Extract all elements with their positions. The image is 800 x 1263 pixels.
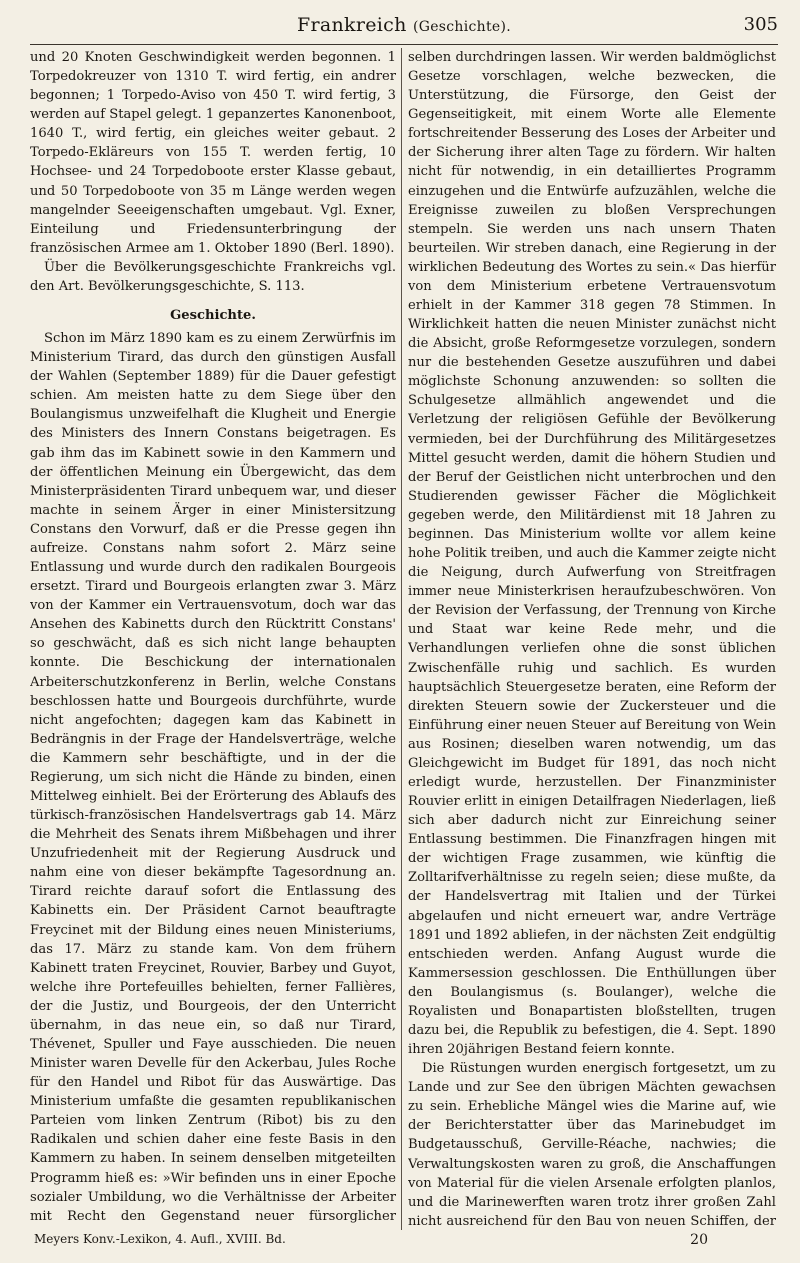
running-title-sub: (Geschichte).: [412, 19, 511, 35]
running-title: [30, 14, 778, 36]
right-column: [408, 48, 776, 1228]
paragraph: Schon im März 1890 kam es zu einem Zerwürfnis im Ministerium Tirard, das durch den günstigen Ausfall der Wahlen (September 1889) für die Dauer gefestigt schien. Am meisten hatte zu dem Siege über den Boulangismus unzweifelhaft die Klugheit und Energie des Ministers des Innern Constans beigetragen. Es gab ihm das im Kabinett sowie in den Kammern und der öffentlichen Meinung ein Übergewicht, das dem Ministerpräsidenten Tirard unbequem war, und dieser machte in seinem Ärger in einer Ministersitzung Constans den Vorwurf, daß er die Presse gegen ihn aufreize. Constans nahm sofort 2. März seine Entlassung und wurde durch den radikalen Bourgeois ersetzt. Tirard und Bourgeois erlangten zwar 3. März von der Kammer ein Vertrauensvotum, doch war das Ansehen des Kabinetts durch den Rücktritt Constans' so geschwächt, daß es sich nicht lange behaupten konnte. Die Beschickung der internationalen Arbeiterschutzkonferenz in Berlin, welche Constans beschlossen hatte und Bourgeois durchführte, wurde nicht angefochten; dagegen kam das Kabinett in Bedrängnis in der Frage der Handelsverträge, welche die Kammern sehr beschäftigte, und in der die Regierung, um sich nicht die Hände zu binden, einen Mittelweg einhielt. Bei der Erörterung des Ablaufs des türkisch-französischen Handelsvertrags gab 14. März die Mehrheit des Senats ihrem Mißbehagen und ihrer Unzufriedenheit mit der Regierung Ausdruck und nahm eine von dieser bekämpfte Tagesordnung an. Tirard reichte darauf sofort die Entlassung des Kabinetts ein. Der Präsident Carnot beauftragte Freycinet mit der Bildung eines neuen Ministeriums, das 17. März zu stande kam. Von dem frühern Kabinett traten Freycinet, Rouvier, Barbey und Guyot, welche ihre Portefeuilles behielten, ferner Fallières, der die Justiz, und Bourgeois, der den Unterricht übernahm, in das neue ein, so daß nur Tirard, Thévenet, Spuller und Faye ausschieden. Die neuen Minister waren Develle für den Ackerbau, Jules Roche für den Handel und Ribot für das Auswärtige. Das Ministerium umfaßte die gesamten republikanischen Parteien vom linken Zentrum (Ribot) bis zu den Radikalen und schien daher eine feste Basis in den Kammern zu haben. In seinem denselben mitgeteilten Programm hieß es: »Wir befinden uns in einer Epoche sozialer Umbildung, wo die Verhältnisse der Arbeiter mit Recht den Gegenstand neuer fürsorglicher: [30, 331, 396, 1224]
column-divider: [401, 48, 402, 1230]
imprint: Meyers Konv.-Lexikon, 4. Aufl., XVIII. Bd.: [34, 1232, 286, 1246]
page-header: [30, 8, 778, 42]
paragraph: Die Rüstungen wurden energisch fortgesetzt, um zu Lande und zur See den übrigen Mächten gewachsen zu sein. Erhebliche Mängel wies die Marine auf, wie der Berichterstatter über das Marinebudget im Budgetausschuß, Gerville-Réache, nachwies; die Verwaltungskosten waren zu groß, die Anschaffungen von Material für die vielen Arsenale erfolgten planlos, und die Marinewerften waren trotz ihrer großen Zahl nicht ausreichend für den Bau von neuen Schiffen, der: [408, 1061, 776, 1228]
page-footer: [30, 1232, 778, 1252]
left-column: [30, 48, 396, 1228]
paragraph: und 20 Knoten Geschwindigkeit werden begonnen. 1 Torpedokreuzer von 1310 T. wird fertig, ein andrer begonnen; 1 Torpedo-Aviso von 450 T. wird fertig, 3 werden auf Stapel gelegt. 1 gepanzertes Kanonenboot, 1640 T., wird fertig, ein gleiches weiter gebaut. 2 Torpedo-Ekläreurs von 155 T. werden fertig, 10 Hochsee- und 24 Torpedoboote erster Klasse gebaut, und 50 Torpedoboote von 35 m Länge werden wegen mangelnder Seeeigenschaften umgebaut. Vgl. Exner, Einteilung und Friedensunterbringung der französischen Armee am 1. Oktober 1890 (Berl. 1890).: [30, 50, 396, 256]
section-heading: Geschichte.: [170, 308, 256, 324]
paragraph: selben durchdringen lassen. Wir werden baldmöglichst Gesetze vorschlagen, welche bezwecken, die Unterstützung, die Fürsorge, den Geist der Gegenseitigkeit, mit einem Worte alle Elemente fortschreitender Besserung des Loses der Arbeiter und der Sicherung ihrer alten Tage zu fördern. Wir halten nicht für notwendig, in ein detailliertes Programm einzugehen und die Entwürfe aufzuzählen, welche die Ereignisse zuweilen zu bloßen Versprechungen stempeln. Sie werden uns nach unsern Thaten beurteilen. Wir streben danach, eine Regierung in der wirklichen Bedeutung des Wortes zu sein.« Das hierfür von dem Ministerium erbetene Vertrauensvotum erhielt in der Kammer 318 gegen 78 Stimmen. In Wirklichkeit hatten die neuen Minister zunächst nicht die Absicht, große Reformgesetze vorzulegen, sondern nur die bestehenden Gesetze auszuführen und dabei möglichste Schonung anzuwenden: so sollten die Schulgesetze allmählich angewendet und die Verletzung der religiösen Gefühle der Bevölkerung vermieden, bei der Durchführung des Militärgesetzes Mittel gesucht werden, damit die höhern Studien und der Beruf der Geistlichen nicht unterbrochen und den Studierenden gewisser Fächer die Möglichkeit gegeben werde, den Militärdienst mit 18 Jahren zu beginnen. Das Ministerium wollte vor allem keine hohe Politik treiben, und auch die Kammer zeigte nicht die Neigung, durch Aufwerfung von Streitfragen immer neue Ministerkrisen heraufzubeschwören. Von der Revision der Verfassung, der Trennung von Kirche und Staat war keine Rede mehr, und die Verhandlungen verliefen ohne die sonst üblichen Zwischenfälle ruhig und sachlich. Es wurden hauptsächlich Steuergesetze beraten, eine Reform der direkten Steuern sowie der Zuckersteuer und die Einführung einer neuen Steuer auf Bereitung von Wein aus Rosinen; dieselben waren notwendig, um das Gleichgewicht im Budget für 1891, das noch nicht erledigt wurde, herzustellen. Der Finanzminister Rouvier erlitt in einigen Detailfragen Niederlagen, ließ sich aber dadurch nicht zur Einreichung seiner Entlassung bestimmen. Die Finanzfragen hingen mit der wichtigen Frage zusammen, wie künftig die Zolltarifverhältnisse zu regeln seien; diese mußte, da der Handelsvertrag mit Italien und der Türkei abgelaufen und nicht erneuert war, andre Verträge 1891 und 1892 abliefen, in der nächsten Zeit endgültig entschieden werden. Anfang August wurde die Kammersession geschlossen. Die Enthüllungen über den Boulangismus (s. Boulanger), welche die Royalisten und Bonapartisten bloßstellten, trugen dazu bei, die Republik zu befestigen, die 4. Sept. 1890 ihren 20jährigen Bestand feiern konnte.: [408, 50, 776, 1058]
paragraph: Über die Bevölkerungsgeschichte Frankreichs vgl. den Art. Bevölkerungsgeschichte, S. 113.: [30, 259, 396, 294]
header-rule: [30, 44, 778, 45]
page-number: 305: [743, 14, 778, 35]
sheet-signature: 20: [690, 1232, 708, 1248]
running-title-main: Frankreich: [297, 14, 407, 36]
